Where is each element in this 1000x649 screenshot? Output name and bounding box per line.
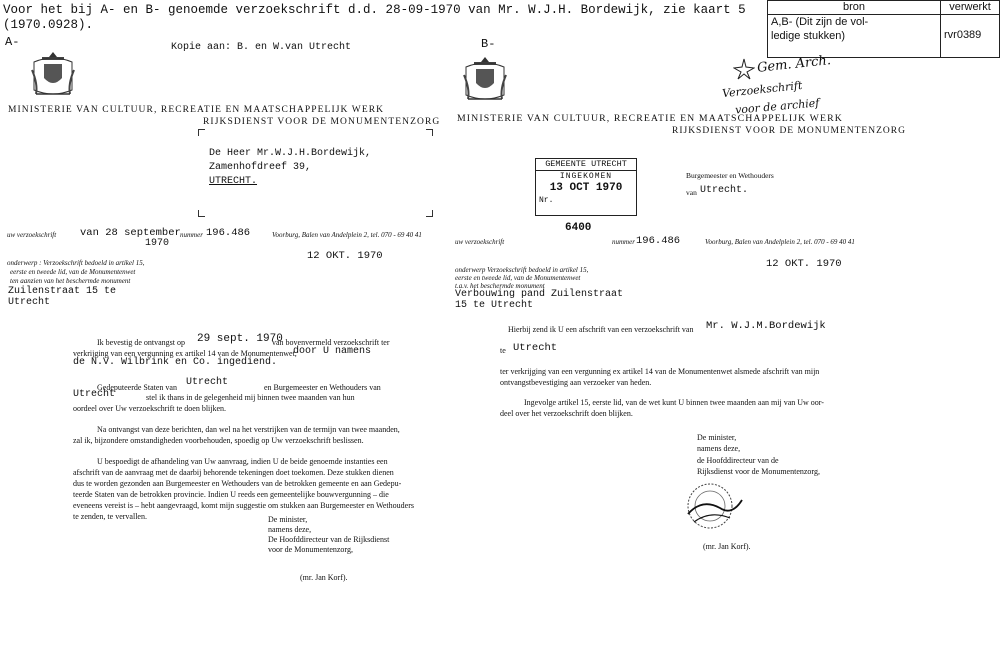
letter-b-hand-2: Verzoekschrift <box>721 78 803 101</box>
letter-b-p1c: ter verkrijging van een vergunning ex artikel 14 van de Monumentenwet alsmede afschrift van mijn <box>500 367 820 376</box>
letter-b-onderwerp-2: eerste en tweede lid, van de Monumentenwet <box>455 274 581 282</box>
stamp-nr: Nr. <box>539 196 554 205</box>
letter-b-sig-3: de Hoofddirecteur van de <box>697 456 779 465</box>
letter-b-date: 12 OKT. 1970 <box>766 258 842 270</box>
letter-a-p1b: van bovenvermeld verzoekschrift ter <box>272 338 390 347</box>
letter-a-p4e: eveneens vereist is – hebt aangevraagd, komt mijn suggestie om stukken aan Burgemeester en Wethouders <box>73 501 414 510</box>
header-line-1: Voor het bij A- en B- genoemde verzoekschrift d.d. 28-09-1970 van Mr. W.J.H. Bordewijk, zie kaart 5 <box>3 3 746 17</box>
letter-a-p1c: verkrijging van een vergunning ex artikel 14 van de Monumentenwet, <box>73 349 297 358</box>
letter-b-p1-name: Mr. W.J.M.Bordewijk <box>706 320 826 332</box>
letter-a-sig-3: De Hoofddirecteur van de Rijksdienst <box>268 535 390 544</box>
letter-a-p4c: dus te worden gezonden aan Burgemeester en Wethouders van de betrokken gemeente en aan Gedepu- <box>73 479 402 488</box>
letter-a-p2b: en Burgemeester en Wethouders van <box>264 383 381 392</box>
letter-a-p2a: Gedeputeerde Staten van <box>97 383 177 392</box>
letter-a-addr-3: UTRECHT. <box>209 176 258 187</box>
letter-a-p4a: U bespoedigt de afhandeling van Uw aanvraag, indien U de beide genoemde instanties een <box>97 457 388 466</box>
letter-a-subject-2: Utrecht <box>8 297 51 308</box>
letter-a-p3b: zal ik, bijzondere omstandigheden voorbehouden, spoedig op Uw verzoekschrift beslissen. <box>73 436 364 445</box>
letter-a-place: Voorburg, Balen van Andelplein 2, tel. 070 - 69 40 41 <box>272 231 422 239</box>
letter-b-onderwerp-1: onderwerp Verzoekschrift bedoeld in artikel 15, <box>455 266 589 274</box>
letter-b-subject-1: Verbouwing pand Zuilenstraat <box>455 289 624 300</box>
letter-b-sig-5: (mr. Jan Korf). <box>703 542 751 551</box>
letter-a-p4b: afschrift van de aanvraag met de daarbij behorende tekeningen doet toekomen. Deze stukken dienen <box>73 468 394 477</box>
letter-a-date: 12 OKT. 1970 <box>307 250 383 262</box>
table-head-verwerkt: verwerkt <box>941 1 1000 15</box>
window-corner <box>198 210 205 217</box>
letter-b-subject-2: 15 te Utrecht <box>455 300 534 311</box>
letter-a-p2d: oordeel over Uw verzoekschrift te doen blijken. <box>73 404 227 413</box>
letter-b-sig-2: namens deze, <box>697 444 741 453</box>
letter-a-uw-label: uw verzoekschrift <box>7 231 57 239</box>
letter-b-onderwerp-3: t.a.v. het beschermde monument <box>455 282 545 290</box>
letter-b-sig-1: De minister, <box>697 433 737 442</box>
letter-b-addr-1: Burgemeester en Wethouders <box>686 171 774 180</box>
stamp-municipality: GEMEENTE UTRECHT <box>536 159 636 171</box>
letter-a-marker: A- <box>5 35 20 49</box>
seal-stamp-icon <box>680 478 750 538</box>
letter-a-onderwerp-1: onderwerp : Verzoekschrift bedoeld in artikel 15, <box>7 259 145 267</box>
letter-a-p2c: stel ik thans in de gelegenheid mij binnen twee maanden van hun <box>146 393 355 402</box>
letter-b-nummer-label: nummer <box>612 238 635 246</box>
letter-a-p4d: teerde Staten van de betrokken provincie. Indien U reeds een gemeentelijke bouwvergunning – die <box>73 490 389 499</box>
letter-b-hand-1: Gem. Arch. <box>756 53 832 76</box>
letter-a-sig-4: voor de Monumentenzorg, <box>268 545 353 554</box>
letter-a-uw-value: van 28 september <box>80 227 181 239</box>
coat-of-arms-icon <box>28 50 78 98</box>
letter-a-addr-1: De Heer Mr.W.J.H.Bordewijk, <box>209 148 372 159</box>
table-verwerkt-value: rvr0389 <box>941 15 1000 58</box>
letter-b-sig-4: Rijksdienst voor de Monumentenzorg, <box>697 467 820 476</box>
letter-a-p1d: door U namens <box>293 346 372 357</box>
letter-a-p4f: te zenden, te vervallen. <box>73 512 147 521</box>
letter-b-addr-3: Utrecht. <box>700 185 749 196</box>
letter-a-p1a: Ik bevestig de ontvangst op <box>97 338 185 347</box>
letter-b-ministry: MINISTERIE VAN CULTUUR, RECREATIE EN MAATSCHAPPELIJK WERK <box>457 113 843 124</box>
letter-a-p2-city-1: Utrecht <box>186 377 229 388</box>
letter-a-rijksdienst: RIJKSDIENST VOOR DE MONUMENTENZORG <box>203 117 441 127</box>
letter-a-p2-city-2: Utrecht <box>73 389 116 400</box>
letter-a-sig-5: (mr. Jan Korf). <box>300 573 348 582</box>
archive-table <box>767 0 1000 58</box>
letter-a-addr-2: Zamenhofdreef 39, <box>209 162 312 173</box>
stamp-received: INGEKOMEN <box>559 172 613 181</box>
letter-b-uw-label: uw verzoekschrift <box>455 238 505 246</box>
letter-a-p3a: Na ontvangst van deze berichten, dan wel na het verstrijken van de termijn van twee maanden, <box>97 425 400 434</box>
letter-a-ministry: MINISTERIE VAN CULTUUR, RECREATIE EN MAATSCHAPPELIJK WERK <box>8 105 385 115</box>
letter-b-nummer-value: 196.486 <box>636 235 681 247</box>
letter-a-sig-1: De minister, <box>268 515 308 524</box>
letter-a-nummer-label: nummer <box>180 231 203 239</box>
letter-b-rijksdienst: RIJKSDIENST VOOR DE MONUMENTENZORG <box>672 126 906 136</box>
received-stamp <box>535 158 637 216</box>
star-mark-icon <box>733 58 755 80</box>
letter-b-addr-2: van <box>686 188 697 197</box>
window-corner <box>426 129 433 136</box>
letter-b-p1b: te <box>500 346 506 355</box>
letter-a-subject-1: Zuilenstraat 15 te <box>8 286 117 297</box>
letter-a-nummer-value: 196.486 <box>206 227 251 239</box>
window-corner <box>198 129 205 136</box>
stamp-date: 13 OCT 1970 <box>549 182 623 194</box>
table-bron-value: A,B- (Dit zijn de vol- ledige stukken) <box>768 15 941 58</box>
letter-b-p2b: deel over het verzoekschrift doen blijken. <box>500 409 633 418</box>
letter-a-p1-date: 29 sept. 1970 <box>197 333 283 345</box>
letter-b-place: Voorburg, Balen van Andelplein 2, tel. 070 - 69 40 41 <box>705 238 855 246</box>
letter-a-onderwerp-3: ten aanzien van het beschermde monument <box>10 277 131 285</box>
letter-a-sig-2: namens deze, <box>268 525 312 534</box>
coat-of-arms-icon <box>460 55 510 103</box>
letter-b-hand-3: voor de archief <box>734 96 820 117</box>
letter-a-onderwerp-2: eerste en tweede lid, van de Monumentenwet <box>10 268 136 276</box>
letter-a-kopie: Kopie aan: B. en W.van Utrecht <box>171 42 352 53</box>
letter-a-p1e: de N.V. Wilbrink en Co. ingediend. <box>73 357 278 368</box>
table-head-bron: bron <box>768 1 941 15</box>
letter-b-p1a: Hierbij zend ik U een afschrift van een verzoekschrift van <box>508 325 694 334</box>
window-corner <box>426 210 433 217</box>
letter-b-p1-city: Utrecht <box>513 342 558 354</box>
letter-b-p1d: ontvangstbevestiging aan verzoeker van heden. <box>500 378 652 387</box>
stamp-number: 6400 <box>565 222 592 234</box>
letter-b-p2a: Ingevolge artikel 15, eerste lid, van de wet kunt U binnen twee maanden aan mij van Uw oor- <box>524 398 824 407</box>
header-line-2: (1970.0928). <box>3 18 94 32</box>
letter-b-marker: B- <box>481 37 496 51</box>
letter-a-uw-year: 1970 <box>145 238 170 249</box>
